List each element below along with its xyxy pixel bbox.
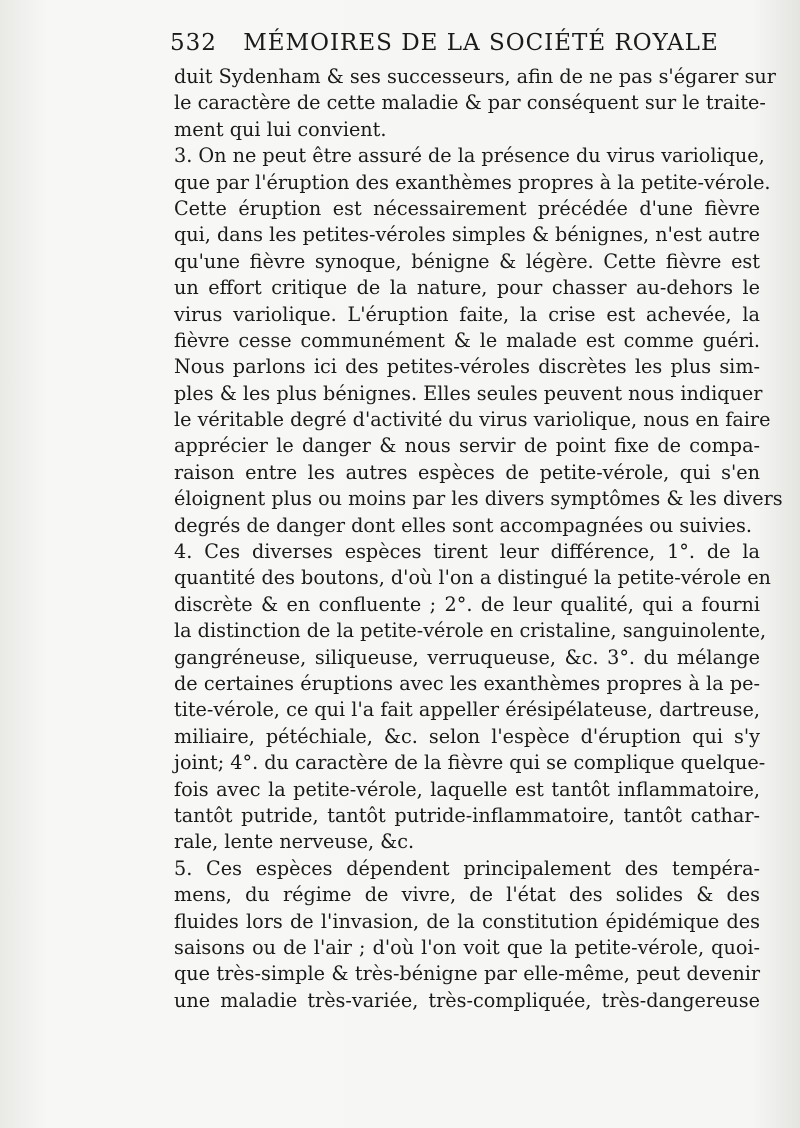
page-body-text — [174, 64, 783, 1014]
text-line: éloignent plus ou moins par les divers symptômes & les divers — [174, 487, 783, 511]
text-line: raison entre les autres espèces de petite-vérole, qui s'en — [174, 460, 760, 484]
text-line: degrés de danger dont elles sont accompagnées ou suivies. — [174, 513, 752, 537]
text-line: que très-simple & très-bénigne par elle-même, peut devenir — [174, 962, 760, 986]
text-line: qu'une fièvre synoque, bénigne & légère. Cette fièvre est — [174, 249, 760, 273]
text-line: discrète & en confluente ; 2°. de leur qualité, qui a fourni — [174, 592, 760, 616]
page-number: 532 — [170, 30, 217, 56]
text-line: fièvre cesse communément & le malade est comme guéri. — [174, 328, 760, 352]
text-line: ples & les plus bénignes. Elles seules peuvent nous indiquer — [174, 381, 763, 405]
text-line: Cette éruption est nécessairement précédée d'une fièvre — [174, 196, 760, 220]
text-line: que par l'éruption des exanthèmes propres à la petite-vérole. — [174, 170, 771, 194]
text-line: fois avec la petite-vérole, laquelle est tantôt inflammatoire, — [174, 777, 760, 801]
page-header — [170, 30, 770, 66]
text-line: rale, lente nerveuse, &c. — [174, 830, 415, 854]
text-line: 3. On ne peut être assuré de la présence du virus variolique, — [174, 144, 765, 168]
text-line: saisons ou de l'air ; d'où l'on voit que la petite-vérole, quoi- — [174, 935, 760, 959]
text-line: joint; 4°. du caractère de la fièvre qui se complique quelque- — [174, 751, 766, 775]
text-line: apprécier le danger & nous servir de point fixe de compa- — [174, 434, 760, 458]
text-line: le caractère de cette maladie & par conséquent sur le traite- — [174, 91, 766, 115]
text-line: duit Sydenham & ses successeurs, afin de ne pas s'égarer sur — [174, 65, 776, 88]
text-line: 5. Ces espèces dépendent principalement des tempéra- — [174, 856, 760, 880]
text-line: 4. Ces diverses espèces tirent leur différence, 1°. de la — [174, 540, 760, 564]
running-title: MÉMOIRES DE LA SOCIÉTÉ ROYALE — [243, 30, 719, 56]
text-line: fluides lors de l'invasion, de la constitution épidémique des — [174, 909, 760, 933]
text-line: virus variolique. L'éruption faite, la crise est achevée, la — [174, 302, 760, 326]
text-line: qui, dans les petites-véroles simples & bénignes, n'est autre — [174, 223, 760, 247]
text-line: quantité des boutons, d'où l'on a distingué la petite-vérole en — [174, 566, 771, 590]
text-line: une maladie très-variée, très-compliquée, très-dangereuse — [174, 988, 760, 1012]
text-line: ment qui lui convient. — [174, 117, 387, 141]
text-line: de certaines éruptions avec les exanthèmes propres à la pe- — [174, 671, 760, 695]
text-line: miliaire, pétéchiale, &c. selon l'espèce d'éruption qui s'y — [174, 724, 760, 748]
text-line: la distinction de la petite-vérole en cristaline, sanguinolente, — [174, 619, 767, 643]
text-line: le véritable degré d'activité du virus variolique, nous en faire — [174, 408, 771, 432]
text-line: un effort critique de la nature, pour chasser au-dehors le — [174, 276, 760, 300]
text-line: mens, du régime de vivre, de l'état des solides & des — [174, 883, 760, 907]
text-line: gangréneuse, siliqueuse, verruqueuse, &c. 3°. du mélange — [174, 645, 760, 669]
text-line: tantôt putride, tantôt putride-inflammatoire, tantôt cathar- — [174, 803, 760, 827]
text-line: tite-vérole, ce qui l'a fait appeller érésipélateuse, dartreuse, — [174, 698, 760, 722]
text-line: Nous parlons ici des petites-véroles discrètes les plus sim- — [174, 355, 760, 379]
